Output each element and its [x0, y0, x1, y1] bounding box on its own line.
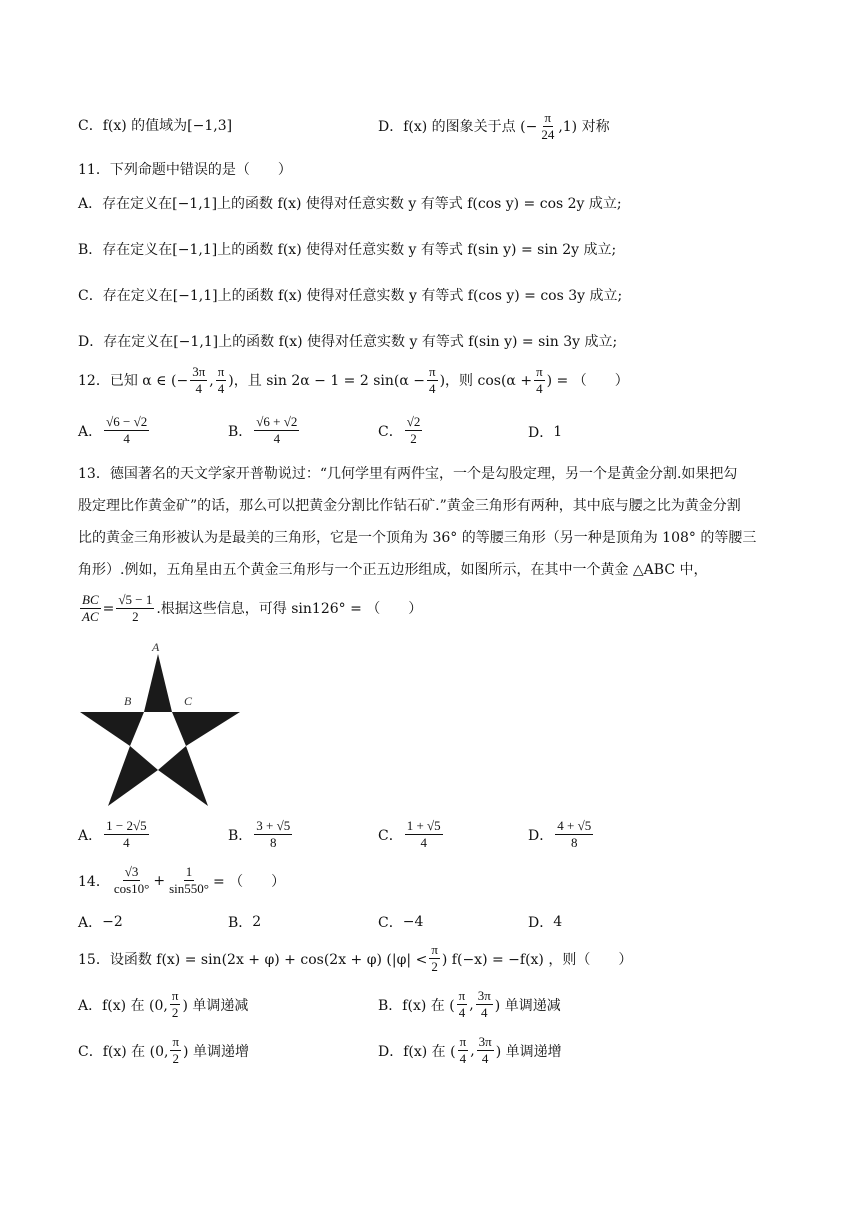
fraction: $\frac{\pi}{4}$ [536, 364, 543, 396]
q10-option-c [78, 116, 232, 136]
fraction: $\frac{\pi}{24}$ [541, 110, 555, 142]
fraction: $\frac{√2}{2}$ [406, 414, 421, 446]
q14-option-b: B． 2 [228, 914, 262, 931]
vertex-label-c: C [184, 694, 193, 708]
vertex-label-b: B [124, 694, 132, 708]
option-text: ,1) 对称 [558, 118, 610, 135]
q14-option-d: D． 4 [528, 914, 563, 931]
q13-line-2: 股定理比作黄金矿”的话，那么可以把黄金分割比作钻石矿.”黄金三角形有两种，其中底与腰之比为黄金分割 [78, 498, 741, 514]
option-label: C． [78, 118, 103, 134]
q14-option-a: A． −2 [78, 914, 123, 931]
fraction: $\frac{4 + √5}{8}$ [557, 818, 592, 850]
fraction: $\frac{1 - 2√5}{4}$ [106, 818, 147, 850]
q13-line-3: 比的黄金三角形被认为是最美的三角形，它是一个顶角为 36° 的等腰三角形（另一种是顶角为 108° 的等腰三 [78, 530, 757, 546]
fraction: $\frac{3\pi}{4}$ [192, 364, 206, 396]
q13-option-b: B． $\frac{3 + √5}{8}$ [228, 818, 291, 850]
q15-option-c: C． f(x) 在 (0, $\frac{\pi}{2}$ ) 单调递增 [78, 1034, 249, 1066]
option-text: f(x) 的值域为[−1,3] [102, 118, 233, 134]
q12-option-a: A． $\frac{√6 - √2}{4}$ [78, 414, 148, 446]
q15-option-b: B． f(x) 在 ( $\frac{\pi}{4}$ , $\frac{3\pi}{4}$ ) 单调递减 [378, 988, 561, 1020]
q15-option-a: A． f(x) 在 (0, $\frac{\pi}{2}$ ) 单调递减 [78, 988, 249, 1020]
fraction: $\frac{3\pi}{4}$ [477, 988, 491, 1020]
pentagram-icon [80, 640, 242, 810]
fraction: $\frac{\pi}{4}$ [217, 364, 225, 396]
q10-option-d [378, 110, 610, 143]
q13-line-4: 角形）.例如，五角星由五个黄金三角形与一个正五边形组成，如图所示，在其中一个黄金 △ABC 中， [78, 562, 708, 578]
fraction: $\frac{√6 - √2}{4}$ [106, 414, 148, 446]
fraction: $\frac{1}{\sin 550^\circ}$ [169, 864, 209, 896]
q14-stem: 14． $\frac{√3}{\cos 10^\circ}$ + $\frac{1}{\sin 550^\circ}$ = （ ） [78, 864, 286, 896]
fraction: $\frac{\pi}{4}$ [459, 1034, 467, 1066]
q13-line-5: $\frac{BC}{AC}$ = $\frac{√5 - 1}{2}$ .根据这些信息，可得 sin126° = （ ） [82, 592, 423, 624]
fraction: $\frac{1 + √5}{4}$ [406, 818, 441, 850]
fraction: $\frac{\pi}{2}$ [431, 942, 438, 974]
fraction: $\frac{√3}{\cos 10^\circ}$ [113, 864, 150, 896]
q15-stem: 15．设函数 f(x) = sin(2x + φ) + cos(2x + φ) (|φ| < $\frac{\pi}{2}$ ) f(−x) = −f(x) ，则（ ） [78, 942, 633, 974]
q15-option-d: D． f(x) 在 ( $\frac{\pi}{4}$ , $\frac{3\pi}{4}$ ) 单调递增 [378, 1034, 562, 1066]
fraction: $\frac{\pi}{2}$ [171, 988, 179, 1020]
q12-stem: 12．已知 α ∈ (− $\frac{3\pi}{4}$ , $\frac{\pi}{4}$ )，且 sin 2α − 1 = 2 sin(α − $\frac{\pi}{4}$ )，则 cos(α + $\frac{\pi}{4}$ ) = （ ） [78, 364, 629, 396]
q11-option-b: B．存在定义在[−1,1]上的函数 f(x) 使得对任意实数 y 有等式 f(sin y) = sin 2y 成立; [78, 242, 617, 258]
q11-stem: 11．下列命题中错误的是（ ） [78, 162, 292, 178]
option-text: f(x) 的图象关于点 (− [403, 118, 538, 135]
fraction: $\frac{\pi}{2}$ [172, 1034, 180, 1066]
fraction: $\frac{BC}{AC}$ [82, 592, 99, 624]
q11-option-d: D．存在定义在[−1,1]上的函数 f(x) 使得对任意实数 y 有等式 f(sin y) = sin 3y 成立; [78, 334, 618, 350]
q12-option-c: C． $\frac{√2}{2}$ [378, 414, 421, 446]
q13-option-d: D． $\frac{4 + √5}{8}$ [528, 818, 592, 850]
q13-option-a: A． $\frac{1 - 2√5}{4}$ [78, 818, 147, 850]
q13-option-c: C． $\frac{1 + √5}{4}$ [378, 818, 441, 850]
fraction: $\frac{√6 + √2}{4}$ [256, 414, 298, 446]
q12-option-d: D． 1 [528, 424, 563, 441]
q11-option-a: A．存在定义在[−1,1]上的函数 f(x) 使得对任意实数 y 有等式 f(cos y) = cos 2y 成立; [78, 196, 622, 212]
fraction: $\frac{\pi}{4}$ [429, 364, 436, 396]
q11-option-c: C．存在定义在[−1,1]上的函数 f(x) 使得对任意实数 y 有等式 f(cos y) = cos 3y 成立; [78, 288, 623, 304]
q12-option-b: B． $\frac{√6 + √2}{4}$ [228, 414, 298, 446]
vertex-label-a: A [152, 640, 160, 654]
fraction: $\frac{3 + √5}{8}$ [256, 818, 291, 850]
q14-option-c: C． −4 [378, 914, 424, 931]
fraction: $\frac{\pi}{4}$ [458, 988, 466, 1020]
fraction: $\frac{3\pi}{4}$ [478, 1034, 492, 1066]
fraction: $\frac{√5 - 1}{2}$ [118, 592, 153, 624]
q13-line-1: 13．德国著名的天文学家开普勒说过：“几何学里有两件宝，一个是勾股定理，另一个是黄金分割.如果把勾 [78, 466, 738, 482]
star-figure [80, 640, 242, 810]
option-label: D． [378, 118, 404, 135]
